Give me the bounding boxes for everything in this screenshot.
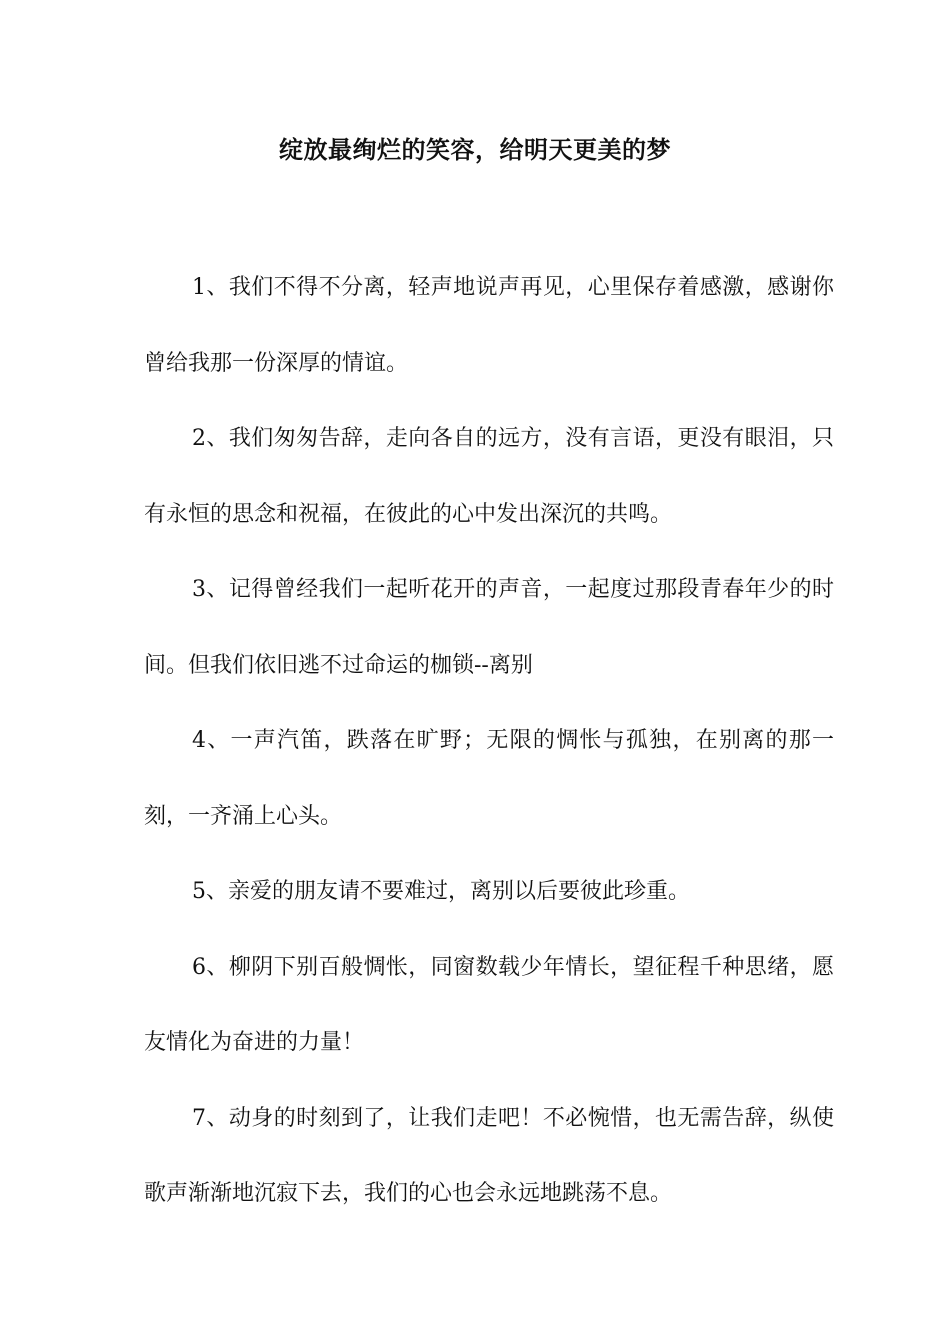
paragraph-1: 1、我们不得不分离，轻声地说声再见，心里保存着感激，感谢你曾给我那一份深厚的情谊。 — [144, 275, 834, 376]
paragraph-2: 2、我们匆匆告辞，走向各自的远方，没有言语，更没有眼泪，只有永恒的思念和祝福，在彼此的心中发出深沉的共鸣。 — [144, 426, 834, 527]
document-body — [144, 250, 834, 1232]
document-title: 绽放最绚烂的笑容，给明天更美的梦 — [279, 135, 671, 164]
paragraph-6: 6、柳阴下别百般惆怅，同窗数载少年情长，望征程千种思绪，愿友情化为奋进的力量！ — [144, 954, 834, 1055]
paragraph-3: 3、记得曾经我们一起听花开的声音，一起度过那段青春年少的时间。但我们依旧逃不过命运的枷锁--离别 — [144, 577, 834, 678]
paragraph-7: 7、动身的时刻到了，让我们走吧！不必惋惜，也无需告辞，纵使歌声渐渐地沉寂下去，我们的心也会永远地跳荡不息。 — [144, 1105, 834, 1206]
paragraph-5: 5、亲爱的朋友请不要难过，离别以后要彼此珍重。 — [192, 879, 690, 904]
paragraph-4: 4、一声汽笛，跌落在旷野；无限的惆怅与孤独，在别离的那一刻，一齐涌上心头。 — [144, 728, 834, 829]
